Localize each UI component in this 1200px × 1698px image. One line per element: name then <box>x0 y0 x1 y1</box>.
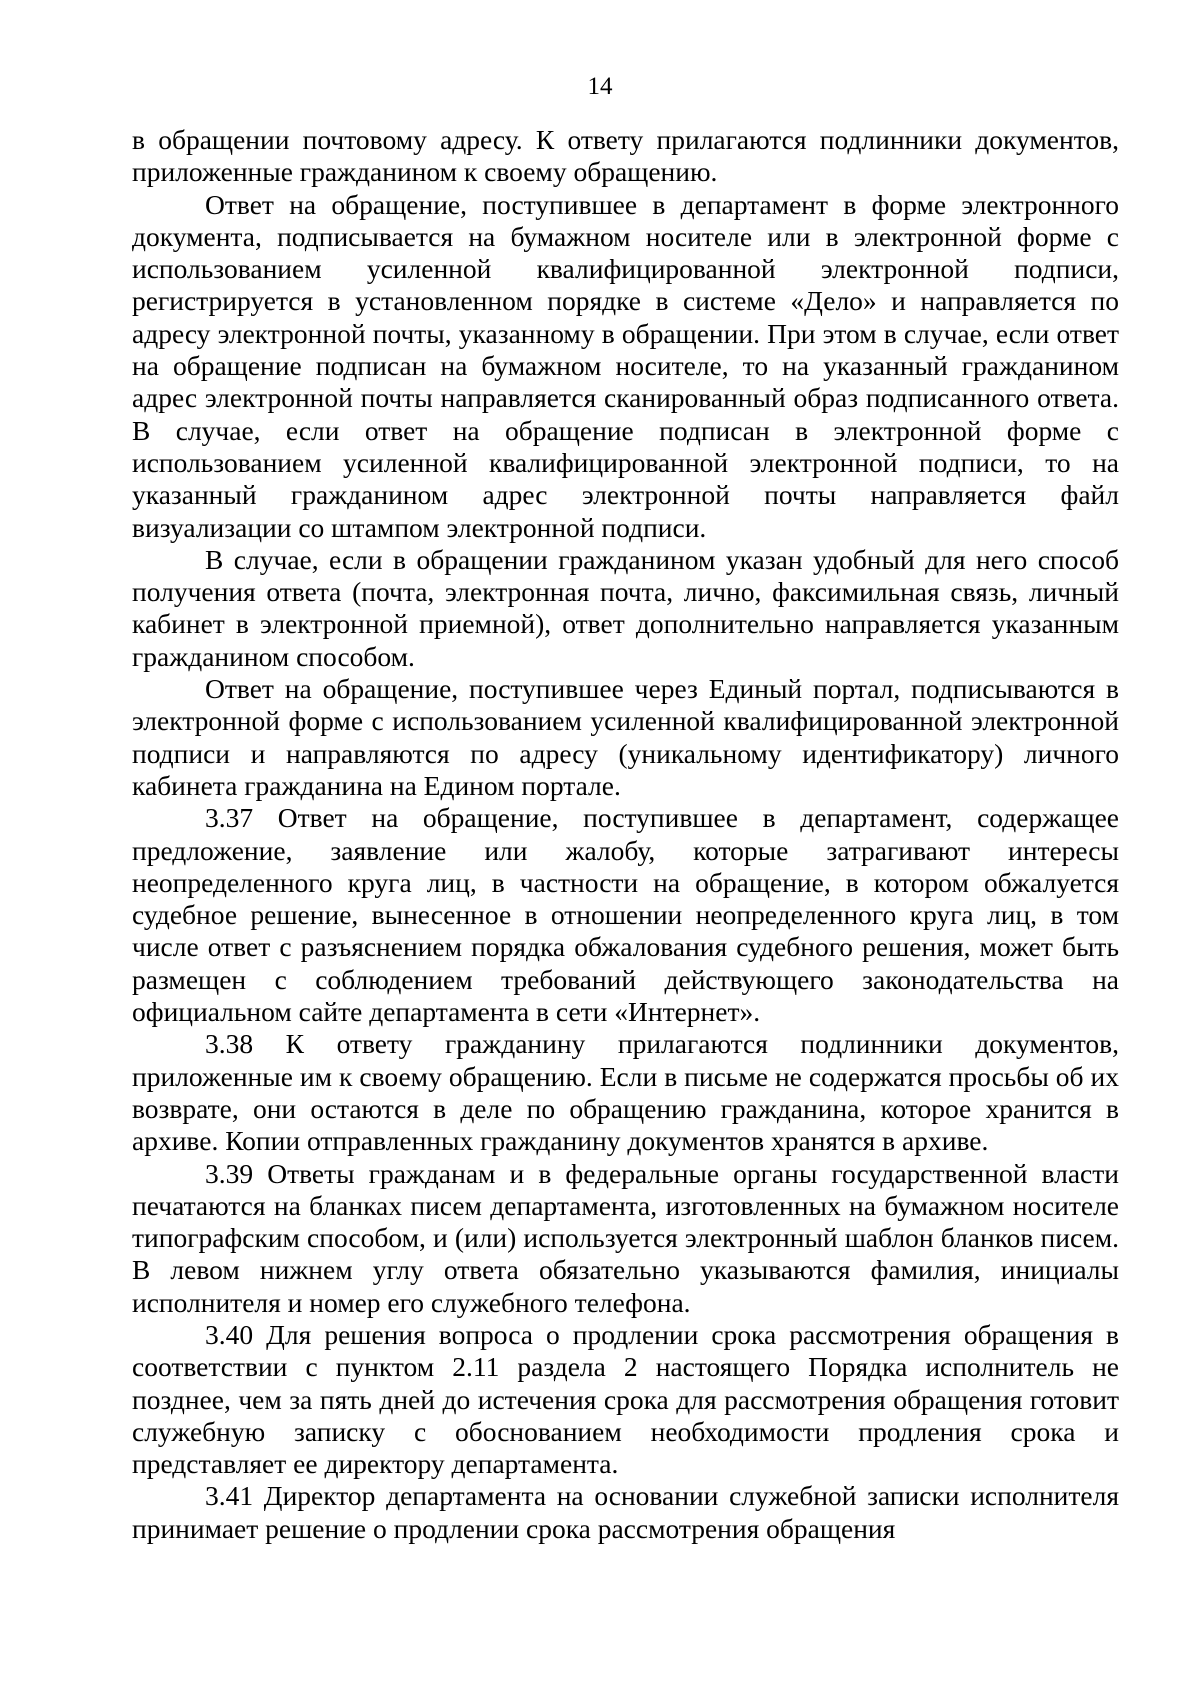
paragraph-3-41: 3.41 Директор департамента на основании служебной записки исполнителя принимает решение о продлении срока рассмотрения обращения <box>132 1480 1119 1544</box>
paragraph-3-40: 3.40 Для решения вопроса о продлении срока рассмотрения обращения в соответствии с пунктом 2.11 раздела 2 настоящего Порядка исполнитель не позднее, чем за пять дней до истечения срока для рассмотрения обращения готовит служебную записку с обоснованием необходимости продления срока и представляет ее директору департамента. <box>132 1318 1119 1480</box>
paragraph-electronic-response: Ответ на обращение, поступившее в департамент в форме электронного документа, подписывается на бумажном носителе или в электронной форме с использованием усиленной квалифицированной электронной подписи, регистрируется в установленном порядке в системе «Дело» и направляется по адресу электронной почты, указанному в обращении. При этом в случае, если ответ на обращение подписан на бумажном носителе, то на указанный гражданином адрес электронной почты направляется сканированный образ подписанного ответа. В случае, если ответ на обращение подписан в электронной форме с использованием усиленной квалифицированной электронной подписи, то на указанный гражданином адрес электронной почты направляется файл визуализации со штампом электронной подписи. <box>132 188 1119 543</box>
paragraph-preferred-method: В случае, если в обращении гражданином указан удобный для него способ получения ответа (почта, электронная почта, лично, факсимильная связь, личный кабинет в электронной приемной), ответ дополнительно направляется указанным гражданином способом. <box>132 543 1119 672</box>
page-number: 14 <box>587 73 613 100</box>
body-text <box>132 124 1119 1545</box>
paragraph-3-39: 3.39 Ответы гражданам и в федеральные органы государственной власти печатаются на бланках писем департамента, изготовленных на бумажном носителе типографским способом, и (или) используется электронный шаблон бланков писем. В левом нижнем углу ответа обязательно указываются фамилия, инициалы исполнителя и номер его служебного телефона. <box>132 1157 1119 1318</box>
paragraph-unified-portal: Ответ на обращение, поступившее через Единый портал, подписываются в электронной форме с использованием усиленной квалифицированной электронной подписи и направляются по адресу (уникальному идентификатору) личного кабинета гражданина на Едином портале. <box>132 673 1119 801</box>
paragraph-continued: в обращении почтовому адресу. К ответу прилагаются подлинники документов, приложенные гражданином к своему обращению. <box>132 124 1119 188</box>
paragraph-3-37: 3.37 Ответ на обращение, поступившее в департамент, содержащее предложение, заявление или жалобу, которые затрагивают интересы неопределенного круга лиц, в частности на обращение, в котором обжалуется судебное решение, вынесенное в отношении неопределенного круга лиц, в том числе ответ с разъяснением порядка обжалования судебного решения, может быть размещен с соблюдением требований действующего законодательства на официальном сайте департамента в сети «Интернет». <box>132 802 1119 1028</box>
paragraph-3-38: 3.38 К ответу гражданину прилагаются подлинники документов, приложенные им к своему обращению. Если в письме не содержатся просьбы об их возврате, они остаются в деле по обращению гражданина, которое хранится в архиве. Копии отправленных гражданину документов хранятся в архиве. <box>132 1028 1119 1157</box>
